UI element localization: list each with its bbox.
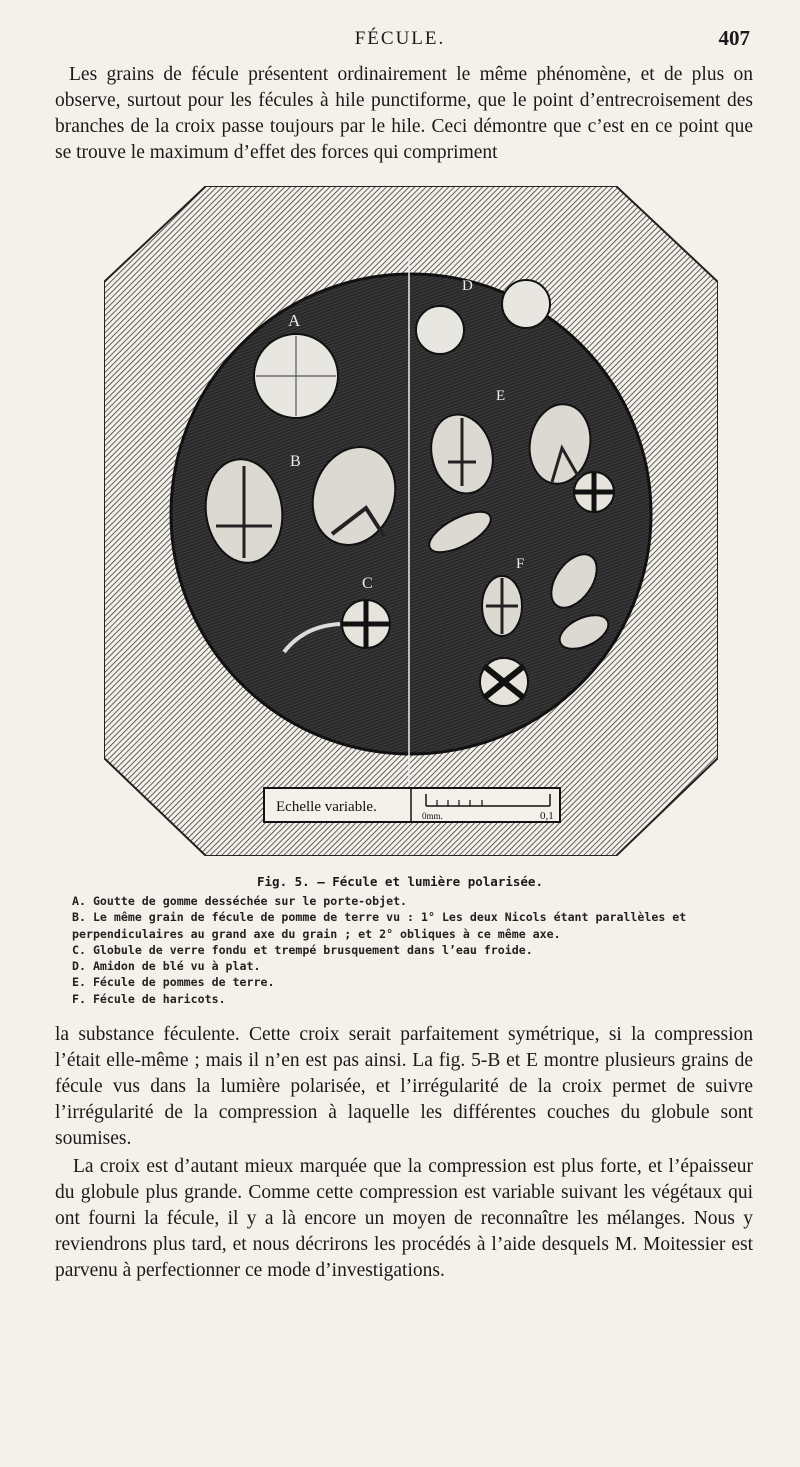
scale-start: 0mm. [422, 811, 443, 821]
figure-engraving [104, 186, 718, 856]
label-b: B [290, 453, 301, 470]
caption-item: E. Fécule de pommes de terre. [72, 975, 275, 990]
figure-caption-title: Fig. 5. — Fécule et lumière polarisée. [257, 874, 543, 889]
page-number: 407 [718, 26, 750, 50]
bottom-paragraph-2: La croix est d’autant mieux marquée que la compression est plus forte, et l’épaisseur du globule plus grande. Comme cette compression est variable suivant les végétaux qui ont fourni la fécule, il y a là encore un moyen de reconnaître les mélanges. Nous y reviendrons plus tard, et nous décrirons les procédés à l’aide desquels M. Moitessier est parvenu à perfectionner ce mode d’investigations. [55, 1156, 753, 1281]
label-f: F [516, 556, 525, 572]
caption-item: A. Goutte de gomme desséchée sur le porte-objet. [72, 894, 408, 908]
label-d: D [462, 278, 473, 294]
label-c: C [362, 575, 373, 592]
scale-label: Echelle variable. [276, 799, 377, 815]
scale-end: 0,1 [540, 810, 554, 822]
label-a: A [288, 311, 301, 330]
caption-item: B. Le même grain de fécule de pomme de terre vu : 1° Les deux Nicols étant parallèles et perpendiculaires au grand axe du grain ; et 2° obliques à ce même axe. [72, 910, 687, 941]
running-head [0, 28, 800, 58]
caption-item: D. Amidon de blé vu à plat. [72, 959, 261, 974]
running-title: FÉCULE. [354, 28, 446, 49]
label-e: E [496, 388, 506, 404]
bottom-paragraph-1: la substance féculente. Cette croix serait parfaitement symétrique, si la compression l’était elle-même ; mais il n’en est pas ainsi. La fig. 5-B et E montre plusieurs grains de fécule vus dans la lumière polarisée, et l’irrégularité de la croix permet de suivre l’irrégularité de la compression à laquelle les différentes couches du globule sont soumises. [55, 1024, 753, 1149]
caption-item: F. Fécule de haricots. [72, 991, 226, 1006]
bottom-paragraphs [55, 1022, 753, 1284]
figure-5 [104, 186, 718, 856]
top-paragraph [55, 62, 753, 166]
specimen-a [254, 334, 338, 418]
caption-item: C. Globule de verre fondu et trempé brusquement dans l’eau froide. [72, 942, 533, 957]
top-paragraph-text: Les grains de fécule présentent ordinairement le même phénomène, et de plus on observe, surtout pour les fécules à hile punctiforme, que le point d’entrecroisement des branches de la croix passe toujours par le hile. Ceci démontre que c’est en ce point que se trouve le maximum d’effet des forces qui compriment [55, 64, 753, 163]
figure-caption-legend [72, 893, 762, 1007]
